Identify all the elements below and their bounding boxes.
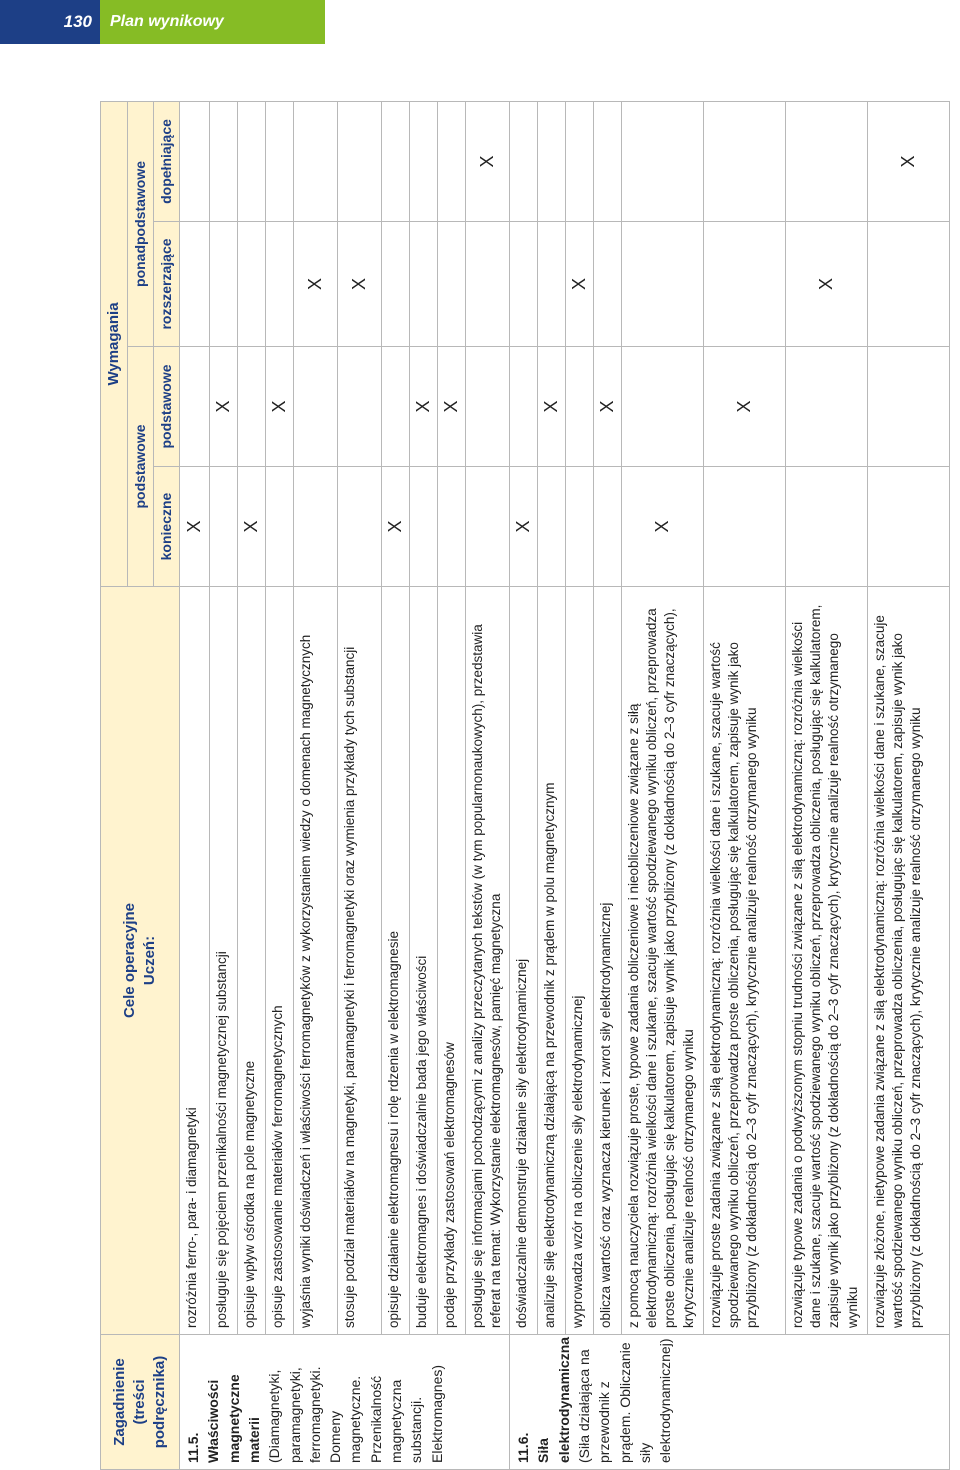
requirement-mark-dopełniające: X (868, 101, 950, 221)
requirement-mark-konieczne (786, 467, 868, 587)
table-body (180, 101, 950, 1469)
topic-detail: (Diamagnetyki, paramagnetyki, ferromagnetyki. Domeny magnetyczne. Przenikalność magnetyczna substancji. Elektromagnes) (266, 1364, 445, 1463)
requirement-mark-rozszerzające (180, 222, 210, 347)
table-row (180, 101, 210, 1469)
requirement-mark-podstawowe (786, 347, 868, 467)
requirement-mark-rozszerzające (868, 222, 950, 347)
requirement-mark-rozszerzające (410, 222, 438, 347)
requirements-table (100, 101, 950, 1470)
requirement-mark-konieczne (704, 467, 786, 587)
goal-cell: doświadczalnie demonstruje działanie siły elektrodynamicznej (510, 587, 538, 1335)
table-row (786, 101, 868, 1469)
requirement-mark-rozszerzające: X (294, 222, 338, 347)
table-row (410, 101, 438, 1469)
table-row (566, 101, 594, 1469)
requirement-mark-rozszerzające: X (338, 222, 382, 347)
goal-cell: rozwiązuje złożone, nietypowe zadania związane z siłą elektrodynamiczną: rozróżnia wielkości dane i szukane, szacuje wartość spodziewanego wyniku obliczeń, przeprowadza obliczenia, posługując się kalkulatorem, zapisuje wynik jako przybliżony (z dokładnością do 2–3 cyfr znaczących), krytycznie analizuje realność otrzymanego wyniku (868, 587, 950, 1335)
requirement-mark-podstawowe: X (266, 347, 294, 467)
requirement-mark-dopełniające (704, 101, 786, 221)
requirement-mark-konieczne (294, 467, 338, 587)
requirement-mark-dopełniające: X (466, 101, 510, 221)
requirement-mark-konieczne: X (510, 467, 538, 587)
requirement-mark-podstawowe (294, 347, 338, 467)
header-level-necessary: konieczne (154, 467, 180, 587)
requirement-mark-dopełniające (180, 101, 210, 221)
table-row (510, 101, 538, 1469)
rotated-table-wrapper (100, 102, 958, 1470)
table-row (294, 101, 338, 1469)
requirement-mark-rozszerzające (438, 222, 466, 347)
table-row (538, 101, 566, 1469)
requirement-mark-dopełniające (594, 101, 622, 221)
requirement-mark-konieczne (338, 467, 382, 587)
topic-number: 11.5. (185, 1432, 202, 1463)
requirement-mark-konieczne (410, 467, 438, 587)
header-goals-title: Cele operacyjne (120, 902, 138, 1019)
table-row (594, 101, 622, 1469)
requirement-mark-podstawowe: X (438, 347, 466, 467)
header-group-above: ponadpodstawowe (128, 101, 154, 346)
goal-cell: stosuje podział materiałów na magnetyki, paramagnetyki i ferromagnetyki oraz wymienia przykłady tych substancji (338, 587, 382, 1335)
requirement-mark-rozszerzające (466, 222, 510, 347)
goal-cell: opisuje działanie elektromagnesu i rolę rdzenia w elektromagnesie (382, 587, 410, 1335)
header-group-basic: podstawowe (128, 347, 154, 587)
header-requirements: Wymagania (101, 101, 128, 586)
table-row (238, 101, 266, 1469)
table-row (266, 101, 294, 1469)
requirement-mark-konieczne (538, 467, 566, 587)
topic-detail: (Siła działająca na przewodnik z prądem. Obliczanie siły elektrodynamicznej) (575, 1338, 674, 1463)
topic-title: Właściwości magnetyczne materii (205, 1374, 262, 1463)
page-title: Plan wynikowy (100, 0, 325, 44)
requirement-mark-dopełniające (294, 101, 338, 221)
requirement-mark-podstawowe (868, 347, 950, 467)
requirement-mark-dopełniające (566, 101, 594, 221)
requirement-mark-dopełniające (382, 101, 410, 221)
page-number: 130 (0, 0, 100, 44)
header-level-extending: rozszerzające (154, 222, 180, 347)
requirement-mark-dopełniające (538, 101, 566, 221)
goal-cell: oblicza wartość oraz wyznacza kierunek i zwrot siły elektrodynamicznej (594, 587, 622, 1335)
requirement-mark-dopełniające (438, 101, 466, 221)
requirement-mark-rozszerzające (238, 222, 266, 347)
requirement-mark-rozszerzające (704, 222, 786, 347)
header-goals (101, 587, 180, 1335)
requirement-mark-podstawowe (622, 347, 704, 467)
requirement-mark-dopełniające (238, 101, 266, 221)
topic-title: Siła elektrodynamiczna (535, 1336, 572, 1463)
requirement-mark-dopełniające (338, 101, 382, 221)
requirement-mark-dopełniające (510, 101, 538, 221)
requirement-mark-konieczne (566, 467, 594, 587)
requirement-mark-podstawowe (510, 347, 538, 467)
requirement-mark-dopełniające (622, 101, 704, 221)
goal-cell: analizuje siłę elektrodynamiczną działającą na przewodnik z prądem w polu magnetycznym (538, 587, 566, 1335)
requirement-mark-rozszerzające: X (566, 222, 594, 347)
requirement-mark-rozszerzające (538, 222, 566, 347)
goal-cell: wyjaśnia wyniki doświadczeń i właściwości ferromagnetyków z wykorzystaniem wiedzy o domenach magnetycznych (294, 587, 338, 1335)
requirement-mark-rozszerzające: X (786, 222, 868, 347)
requirement-mark-konieczne (466, 467, 510, 587)
goal-cell: posługuje się informacjami pochodzącymi z analizy przeczytanych tekstów (w tym popularnonaukowych), przedstawia referat na temat: Wykorzystanie elektromagnesów, pamięć magnetyczna (466, 587, 510, 1335)
goal-cell: opisuje wpływ ośrodka na pole magnetyczne (238, 587, 266, 1335)
requirement-mark-rozszerzające (210, 222, 238, 347)
requirement-mark-rozszerzające (594, 222, 622, 347)
header-level-supplementing: dopełniające (154, 101, 180, 221)
requirement-mark-podstawowe (180, 347, 210, 467)
table-row (704, 101, 786, 1469)
requirement-mark-podstawowe (382, 347, 410, 467)
goal-cell: posługuje się pojęciem przenikalności magnetycznej substancji (210, 587, 238, 1335)
requirement-mark-dopełniające (786, 101, 868, 221)
goal-cell: podaje przykłady zastosowań elektromagnesów (438, 587, 466, 1335)
requirement-mark-podstawowe (466, 347, 510, 467)
requirement-mark-podstawowe: X (538, 347, 566, 467)
requirement-mark-podstawowe: X (210, 347, 238, 467)
requirement-mark-konieczne: X (180, 467, 210, 587)
requirement-mark-podstawowe: X (704, 347, 786, 467)
topic-number: 11.6. (515, 1432, 532, 1463)
table-row (466, 101, 510, 1469)
table-row (438, 101, 466, 1469)
requirement-mark-konieczne (438, 467, 466, 587)
requirement-mark-konieczne (210, 467, 238, 587)
requirement-mark-rozszerzające (622, 222, 704, 347)
table-row (382, 101, 410, 1469)
table-row (868, 101, 950, 1469)
requirement-mark-rozszerzające (510, 222, 538, 347)
requirement-mark-podstawowe: X (594, 347, 622, 467)
requirement-mark-dopełniające (210, 101, 238, 221)
requirement-mark-konieczne: X (238, 467, 266, 587)
goal-cell: opisuje zastosowanie materiałów ferromagnetycznych (266, 587, 294, 1335)
goal-cell: buduje elektromagnes i doświadczalnie bada jego właściwości (410, 587, 438, 1335)
requirement-mark-podstawowe (238, 347, 266, 467)
topic-cell (180, 1335, 510, 1470)
requirement-mark-konieczne: X (382, 467, 410, 587)
requirement-mark-konieczne (594, 467, 622, 587)
topic-cell (510, 1335, 950, 1470)
requirement-mark-konieczne (266, 467, 294, 587)
goal-cell: z pomocą nauczyciela rozwiązuje proste, typowe zadania obliczeniowe i nieobliczeniowe związane z siłą elektrodynamiczną: rozróżnia wielkości dane i szukane, szacuje wartość spodziewanego wyniku obliczeń, przeprowadza proste obliczenia, posługując się kalkulatorem, zapisuje wynik jako przybliżony (z dokładnością do 2–3 cyfr znaczących), krytycznie analizuje realność otrzymanego wyniku (622, 587, 704, 1335)
requirement-mark-podstawowe (566, 347, 594, 467)
header-goals-sub: Uczeń: (141, 935, 159, 986)
requirement-mark-podstawowe: X (410, 347, 438, 467)
table-row (210, 101, 238, 1469)
header-level-basic: podstawowe (154, 347, 180, 467)
requirement-mark-podstawowe (338, 347, 382, 467)
requirement-mark-rozszerzające (266, 222, 294, 347)
requirement-mark-konieczne (868, 467, 950, 587)
goal-cell: rozwiązuje typowe zadania o podwyższonym stopniu trudności związane z siłą elektrodynamiczną: rozróżnia wielkości dane i szukane, szacuje wartość spodziewanego wyniku obliczeń, przeprowadza obliczenia, posługując się kalkulatorem, zapisuje wynik jako przybliżony (z dokładnością do 2–3 cyfr znaczących), krytycznie analizuje realność otrzymanego wyniku (786, 587, 868, 1335)
requirement-mark-rozszerzające (382, 222, 410, 347)
header-topic: Zagadnienie (treści podręcznika) (101, 1335, 180, 1470)
requirement-mark-dopełniające (266, 101, 294, 221)
goal-cell: wyprowadza wzór na obliczenie siły elektrodynamicznej (566, 587, 594, 1335)
requirement-mark-dopełniające (410, 101, 438, 221)
table-row (622, 101, 704, 1469)
goal-cell: rozwiązuje proste zadania związane z siłą elektrodynamiczną: rozróżnia wielkości dane i szukane, szacuje wartość spodziewanego wyniku obliczeń, przeprowadza proste obliczenia, posługując się kalkulatorem, zapisuje wynik jako przybliżony (z dokładnością do 2–3 cyfr znaczących), krytycznie analizuje realność otrzymanego wyniku (704, 587, 786, 1335)
requirement-mark-konieczne: X (622, 467, 704, 587)
page-header (0, 0, 325, 44)
goal-cell: rozróżnia ferro-, para- i diamagnetyki (180, 587, 210, 1335)
table-row (338, 101, 382, 1469)
